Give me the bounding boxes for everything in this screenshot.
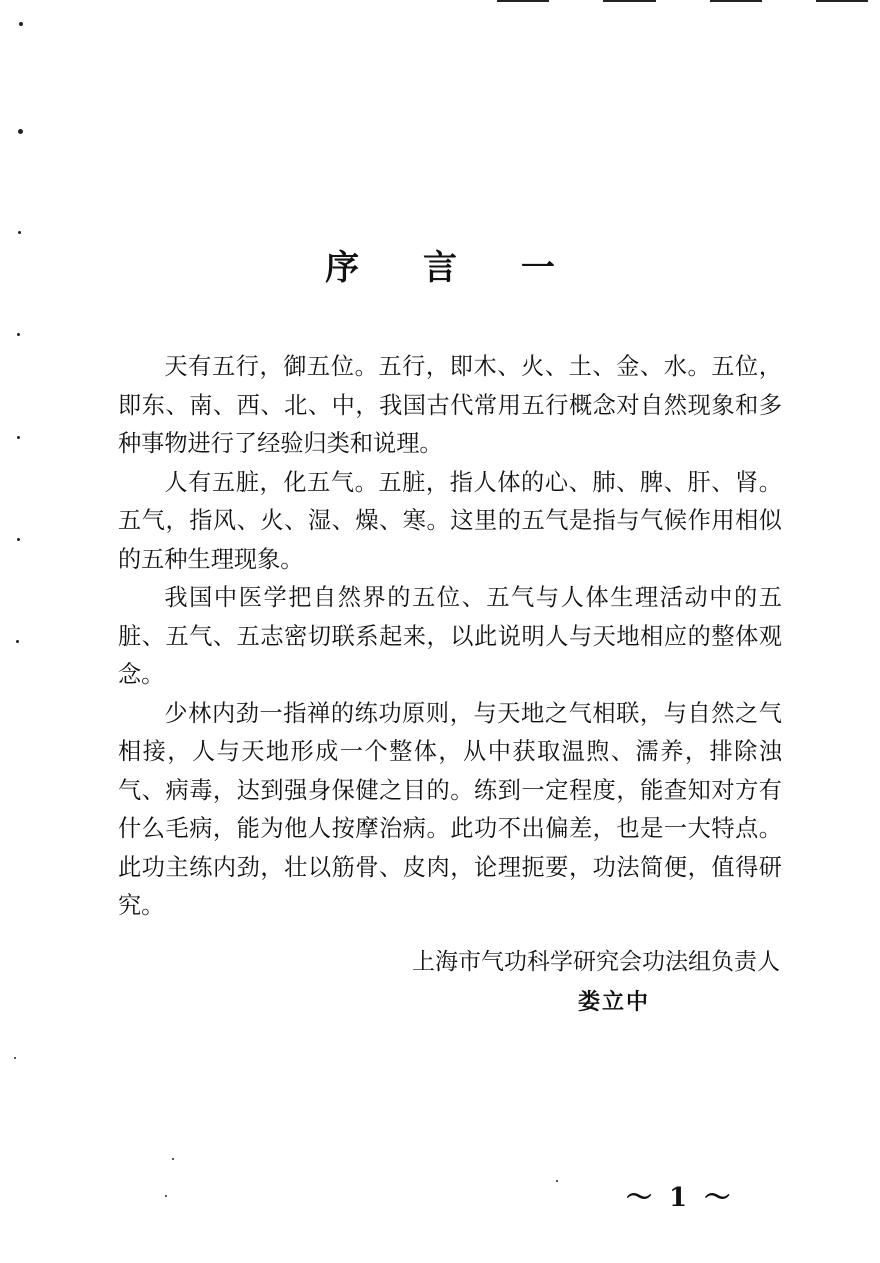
top-rule-segment [497,0,549,2]
body-text [118,348,782,926]
top-rule-segment [603,0,656,2]
paragraph: 我国中医学把自然界的五位、五气与人体生理活动中的五脏、五气、五志密切联系起来，以此说明人与天地相应的整体观念。 [118,584,782,688]
binding-speck [16,640,19,643]
binding-speck [556,1180,558,1182]
binding-speck [165,1195,167,1197]
page-title: 序 言 一 [325,248,581,288]
paragraph: 少林内劲一指禅的练功原则，与天地之气相联，与自然之气相接，人与天地形成一个整体，从中获取温煦、濡养，排除浊气、病毒，达到强身保健之目的。练到一定程度，能查知对方有什么毛病，能为他人按摩治病。此功不出偏差，也是一大特点。此功主练内劲，壮以筋骨、皮肉，论理扼要，功法简便，值得研究。 [118,699,782,919]
top-rule-segment [710,0,762,2]
binding-speck [14,1057,16,1059]
binding-speck [172,1158,174,1160]
paragraph: 人有五脏，化五气。五脏，指人体的心、肺、脾、肝、肾。五气，指风、火、湿、燥、寒。这里的五气是指与气候作用相似的五种生理现象。 [118,468,782,573]
paragraph: 天有五行，御五位。五行，即木、火、土、金、水。五位，即东、南、西、北、中，我国古代常用五行概念对自然现象和多种事物进行了经验归类和说理。 [118,353,782,457]
binding-speck [17,538,20,541]
signature-name: 娄立中 [578,990,651,1015]
binding-speck [19,22,23,26]
top-rule-segment [816,0,868,2]
signature-organization: 上海市气功科学研究会功法组负责人 [412,949,780,975]
page-number: ～ 1 ～ [626,1183,735,1213]
binding-speck [17,436,20,439]
binding-speck [17,333,20,336]
binding-speck [18,231,21,234]
binding-speck [18,129,23,134]
